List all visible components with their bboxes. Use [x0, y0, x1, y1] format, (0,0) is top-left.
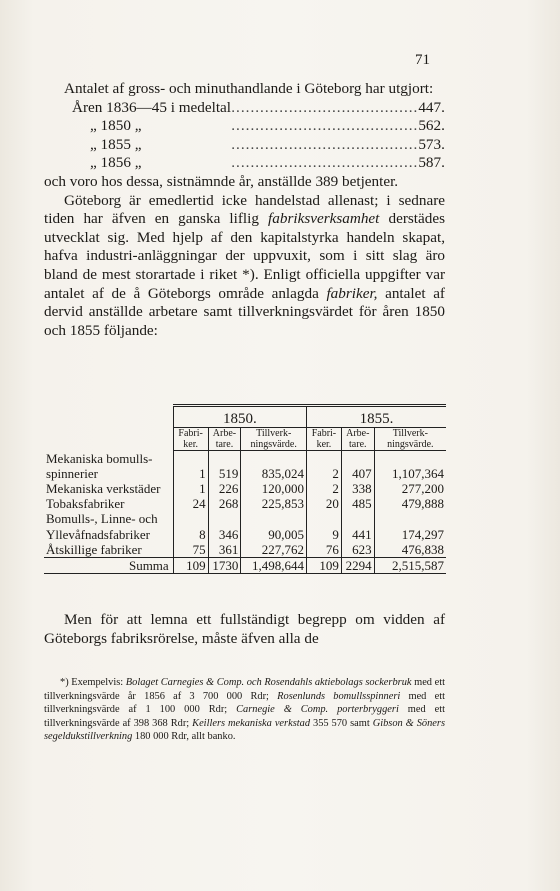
cell: 407 [341, 451, 374, 481]
cell: 1,498,644 [241, 557, 307, 573]
cell: 24 [173, 496, 208, 511]
footnote-text: med ett tillverkningsvärde af 1 100 000 Rdr; [44, 690, 445, 716]
cell: 485 [341, 496, 374, 511]
row-label: Mekaniska bomulls-spinnerier [46, 450, 153, 481]
cell: 109 [307, 557, 342, 573]
cell: 277,200 [374, 481, 446, 496]
col-header: Tillverk-ningsvärde. [374, 428, 446, 451]
year-1855: 1855. [307, 406, 447, 428]
footnote-paragraph [44, 676, 445, 744]
leader-dots: ....................................... [231, 98, 419, 116]
list-item [44, 117, 445, 136]
leader-dots: ....................................... [231, 135, 419, 153]
cell: 441 [341, 511, 374, 541]
col-header: Tillverk-ningsvärde. [241, 428, 307, 451]
table-row [44, 496, 446, 511]
leader-dots: ....................................... [231, 117, 419, 135]
year-1850: 1850. [173, 406, 306, 428]
cell: 90,005 [241, 511, 307, 541]
footnote-emphasis: Keillers mekaniska verkstad [192, 717, 311, 729]
year-header-row [44, 406, 446, 428]
cell: 225,853 [241, 496, 307, 511]
page-number: 71 [415, 52, 430, 68]
cell: 1 [173, 451, 208, 481]
cell: 476,838 [374, 542, 446, 558]
cell: 2 [307, 451, 342, 481]
emphasis-text: fabriker, [326, 284, 378, 302]
cell: 1 [173, 481, 208, 496]
staff-count-line: och voro hos dessa, sistnämnde år, anställde 389 betjenter. [44, 172, 399, 190]
cell: 268 [208, 496, 241, 511]
paragraph-text: Göteborg är emedlertid icke handelstad allenast; i sednare tiden har äfven en ganska liflig [44, 191, 445, 228]
footnote-text: med ett tillverkningsvärde år 1856 af 3 700 000 Rdr; [44, 677, 445, 702]
cell: 8 [173, 511, 208, 541]
cell: 76 [307, 542, 342, 558]
closing-paragraph: Men för att lemna ett fullständigt begrepp om vidden af Göteborgs fabriksrörelse, måste äfven alla de [44, 611, 445, 647]
cell: 20 [307, 496, 342, 511]
trader-count-list [44, 99, 445, 173]
intro-paragraph: Antalet af gross- och minuthandlande i Göteborg har utgjort: [64, 80, 434, 97]
footnote-text: med ett tillverkningsvärde af 398 368 Rdr; [44, 704, 445, 729]
footnote-emphasis: Carnegie & Comp. porterbryggeri [236, 704, 399, 716]
list-item-label: „ 1850 „ [90, 117, 142, 135]
cell: 120,000 [241, 481, 307, 496]
list-item-value: 562. [418, 117, 445, 135]
cell: 1,107,364 [374, 451, 446, 481]
list-item-label: „ 1856 „ [90, 154, 142, 172]
cell: 361 [208, 542, 241, 558]
cell: 174,297 [374, 511, 446, 541]
column-header-row [44, 428, 446, 451]
col-header: Fabri-ker. [307, 428, 342, 451]
footnote-text: 180 000 Rdr, allt banko. [132, 731, 236, 743]
row-label: Tobaksfabriker [46, 496, 125, 512]
cell: 226 [208, 481, 241, 496]
cell: 109 [173, 557, 208, 573]
cell: 623 [341, 542, 374, 558]
footnote-emphasis: Rosenlunds bomullsspinneri [277, 690, 401, 702]
list-item [44, 99, 445, 118]
list-item-label: „ 1855 „ [90, 135, 142, 153]
closing-text [44, 610, 445, 648]
table-row [44, 511, 446, 541]
cell: 9 [307, 511, 342, 541]
leader-dots: ....................................... [231, 154, 419, 172]
footnote-emphasis: Gibson & Söners segeldukstillverkning [44, 717, 446, 743]
footnote-text: *) Exempelvis: [60, 677, 126, 688]
col-header: Arbe-tare. [208, 428, 241, 451]
footnote-emphasis: Bolaget Carnegies & Comp. och Rosendahls aktiebolags sockerbruk [125, 677, 412, 688]
list-item-value: 573. [418, 135, 445, 153]
cell: 227,762 [241, 542, 307, 558]
cell: 479,888 [374, 496, 446, 511]
paragraph-text: derstädes utvecklat sig. Med hjelp af den kapitalstyrka handeln skapat, hafva industri-anläggningar der uppvuxit, som i sitt slag äro bland de mest storartade i riket *). Enligt officiella uppgifter var antalet af de å Göteborgs område anlagda [44, 210, 445, 302]
factory-paragraph [44, 192, 445, 341]
table-row [44, 481, 446, 496]
list-item [44, 136, 445, 155]
cell: 346 [208, 511, 241, 541]
col-header: Fabri-ker. [173, 428, 208, 451]
list-item-label: Åren 1836—45 i medeltal [72, 98, 232, 116]
cell: 519 [208, 451, 241, 481]
footnote [44, 676, 445, 744]
sum-label: Summa [44, 557, 173, 573]
footnote-text: 355 570 samt [310, 717, 373, 729]
cell: 1730 [208, 557, 241, 573]
table-row [44, 542, 446, 558]
col-header: Arbe-tare. [341, 428, 374, 451]
list-item [44, 154, 445, 173]
row-label: Åtskillige fabriker [46, 541, 142, 557]
cell: 835,024 [241, 451, 307, 481]
cell: 75 [173, 542, 208, 558]
cell: 2294 [341, 557, 374, 573]
row-label: Mekaniska verkstäder [46, 480, 161, 496]
main-text [44, 80, 445, 340]
cell: 338 [341, 481, 374, 496]
factory-statistics-table [44, 404, 446, 574]
sum-row [44, 557, 446, 573]
emphasis-text: fabriksverksamhet [268, 210, 380, 228]
cell: 2 [307, 481, 342, 496]
paragraph-text: antalet af dervid anställde arbetare samt tillverkningsvärdet för åren 1850 och 1855 följande: [44, 284, 445, 339]
list-item-value: 447. [418, 98, 445, 116]
list-item-value: 587. [418, 154, 445, 172]
cell: 2,515,587 [374, 557, 446, 573]
table-row [44, 451, 446, 481]
row-label: Bomulls-, Linne- och Yllevåfnadsfabriker [46, 511, 158, 542]
